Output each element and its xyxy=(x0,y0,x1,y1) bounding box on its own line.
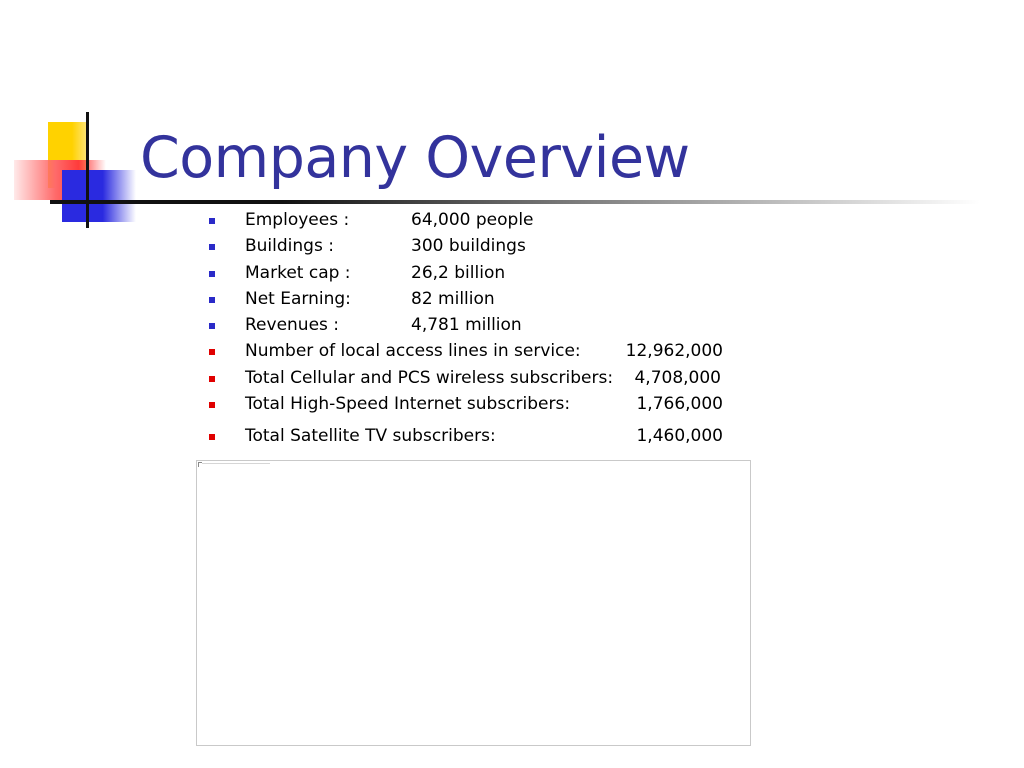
item-label: Employees : xyxy=(245,210,350,230)
title-underline xyxy=(50,200,980,204)
list-item-buildings xyxy=(205,233,745,259)
overview-list xyxy=(205,207,745,450)
item-value: 12,962,000 xyxy=(625,341,723,362)
item-value: 64,000 people xyxy=(411,210,534,230)
square-bullet-icon xyxy=(209,434,215,440)
square-bullet-icon xyxy=(209,376,215,382)
list-item-revenues xyxy=(205,312,745,338)
square-bullet-icon xyxy=(209,402,215,408)
item-label: Total Satellite TV subscribers: xyxy=(245,426,496,447)
item-label: Revenues : xyxy=(245,315,340,336)
list-item-employees xyxy=(205,207,745,233)
list-item-satellite-subscribers xyxy=(205,423,745,449)
item-label: Total Cellular and PCS wireless subscribers: xyxy=(245,367,614,388)
item-label: Net Earning: xyxy=(245,288,351,309)
square-bullet-icon xyxy=(209,297,215,303)
item-label: Market cap : xyxy=(245,262,351,283)
item-value: 4,708,000 xyxy=(634,367,721,388)
list-item-internet-subscribers xyxy=(205,391,745,417)
square-bullet-icon xyxy=(209,349,215,355)
square-bullet-icon xyxy=(209,323,215,329)
item-value: 1,460,000 xyxy=(636,426,723,447)
item-value: 1,766,000 xyxy=(636,394,723,415)
item-value: 82 million xyxy=(411,288,495,309)
item-label: Total High-Speed Internet subscribers: xyxy=(245,394,571,415)
logo-vertical-line xyxy=(86,112,89,228)
slide-title: Company Overview xyxy=(140,125,690,191)
square-bullet-icon xyxy=(209,244,215,250)
item-label: Buildings : xyxy=(245,236,334,257)
square-bullet-icon xyxy=(209,218,215,224)
item-value: 26,2 billion xyxy=(411,262,506,283)
list-item-access-lines xyxy=(205,338,745,364)
item-label: Number of local access lines in service: xyxy=(245,341,581,362)
placeholder-caption xyxy=(202,463,270,464)
square-bullet-icon xyxy=(209,271,215,277)
list-item-net-earning xyxy=(205,286,745,312)
list-item-market-cap xyxy=(205,260,745,286)
embedded-object-placeholder[interactable] xyxy=(196,460,751,746)
list-item-wireless-subscribers xyxy=(205,365,745,391)
logo-blue-square xyxy=(62,170,136,222)
item-value: 4,781 million xyxy=(411,315,522,336)
item-value: 300 buildings xyxy=(411,236,526,257)
